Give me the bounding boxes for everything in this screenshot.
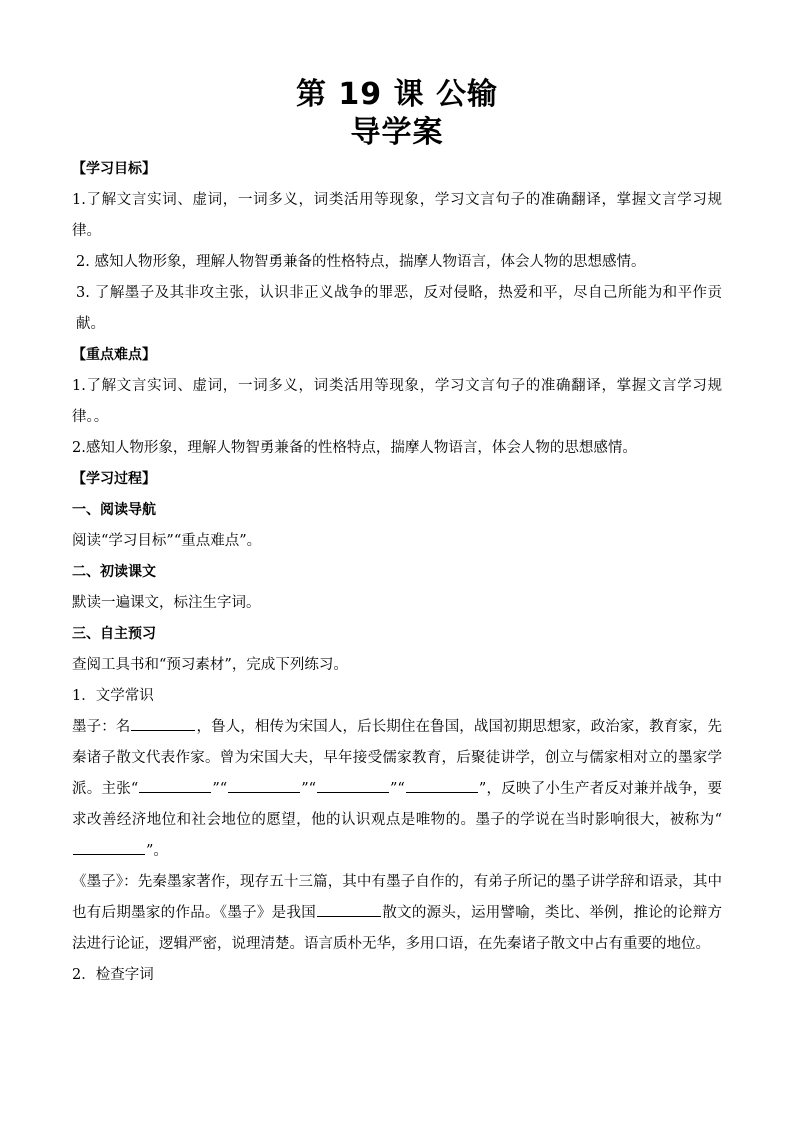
part2-heading: 二、初读课文 [72, 564, 156, 580]
mozi-text-c: ”，反映了小生产者反对兼并战争，要求改善经济地位和社会地位的愿望，他的认识观点是唯物的。墨子的学说在当时影响很大，被称为“ [72, 781, 722, 828]
part2-text: 默读一遍课文，标注生字词。 [72, 595, 261, 611]
key-item-2: 2.感知人物形象，理解人物智勇兼备的性格特点，揣摩人物语言，体会人物的思想感情。 [72, 440, 637, 456]
blank-title[interactable] [73, 840, 145, 855]
process-heading: 【学习过程】 [72, 471, 156, 487]
book-paragraph [72, 867, 722, 960]
goals-heading: 【学习目标】 [72, 161, 156, 177]
mozi-text-a: 墨子：名 [72, 719, 131, 735]
goal-item-1: 1.了解文言实词、虚词，一词多义，词类活用等现象，学习文言句子的准确翻译，掌握文言学习规律。 [72, 192, 722, 239]
page-subtitle: 导学案 [350, 115, 444, 150]
document-page [72, 76, 722, 991]
vocab-subheading: 2．检查字词 [72, 967, 154, 983]
part1-heading: 一、阅读导航 [72, 502, 156, 518]
goals-section [72, 154, 722, 340]
blank-idea-2[interactable] [228, 778, 300, 793]
blank-idea-4[interactable] [406, 778, 478, 793]
blank-idea-3[interactable] [317, 778, 389, 793]
blank-idea-1[interactable] [139, 778, 211, 793]
goal-item-3: 3. 了解墨子及其非攻主张，认识非正义战争的罪恶，反对侵略，热爱和平，尽自己所能为和平作贡献。 [76, 285, 722, 332]
part1-text: 阅读“学习目标”“重点难点”。 [72, 533, 262, 549]
part3-text: 查阅工具书和“预习素材”，完成下列练习。 [72, 657, 348, 673]
mozi-paragraph [72, 712, 722, 867]
mozi-text-b: ，鲁人，相传为宋国人，后长期住在鲁国，战国初期思想家，政治家，教育家，先秦诸子散文代表作家。曾为宋国大夫，早年接受儒家教育，后聚徒讲学，创立与儒家相对立的墨家学派。主张“ [72, 719, 723, 797]
part3-heading: 三、自主预习 [72, 626, 156, 642]
mozi-text-d: ”。 [146, 843, 168, 859]
blank-name[interactable] [131, 716, 195, 731]
quote-sep-3: ”“ [390, 781, 405, 797]
goal-item-2: 2. 感知人物形象，理解人物智勇兼备的性格特点，揣摩人物语言，体会人物的思想感情。 [76, 254, 646, 270]
page-title: 第 19 课 公输 [295, 77, 499, 112]
book-text-a: 《墨子》：先秦墨家著作，现存五十三篇，其中有墨子自作的，有弟子所记的墨子讲学辞和语录，其中也有后期墨家的作品。《墨子》是我国 [72, 874, 722, 921]
book-text-b: 散文的源头，运用譬喻，类比、举例，推论的论辩方法进行论证，逻辑严密，说理清楚。语言质朴无华，多用口语，在先秦诸子散文中占有重要的地位。 [72, 905, 722, 952]
key-heading: 【重点难点】 [72, 347, 156, 363]
blank-prose-type[interactable] [317, 902, 381, 917]
quote-sep-2: ”“ [301, 781, 317, 797]
key-section [72, 340, 722, 464]
quote-sep-1: ”“ [212, 781, 228, 797]
process-section [72, 464, 722, 991]
literature-subheading: 1．文学常识 [72, 688, 154, 704]
key-item-1: 1.了解文言实词、虚词，一词多义，词类活用等现象，学习文言句子的准确翻译，掌握文言学习规律。。 [72, 378, 722, 425]
